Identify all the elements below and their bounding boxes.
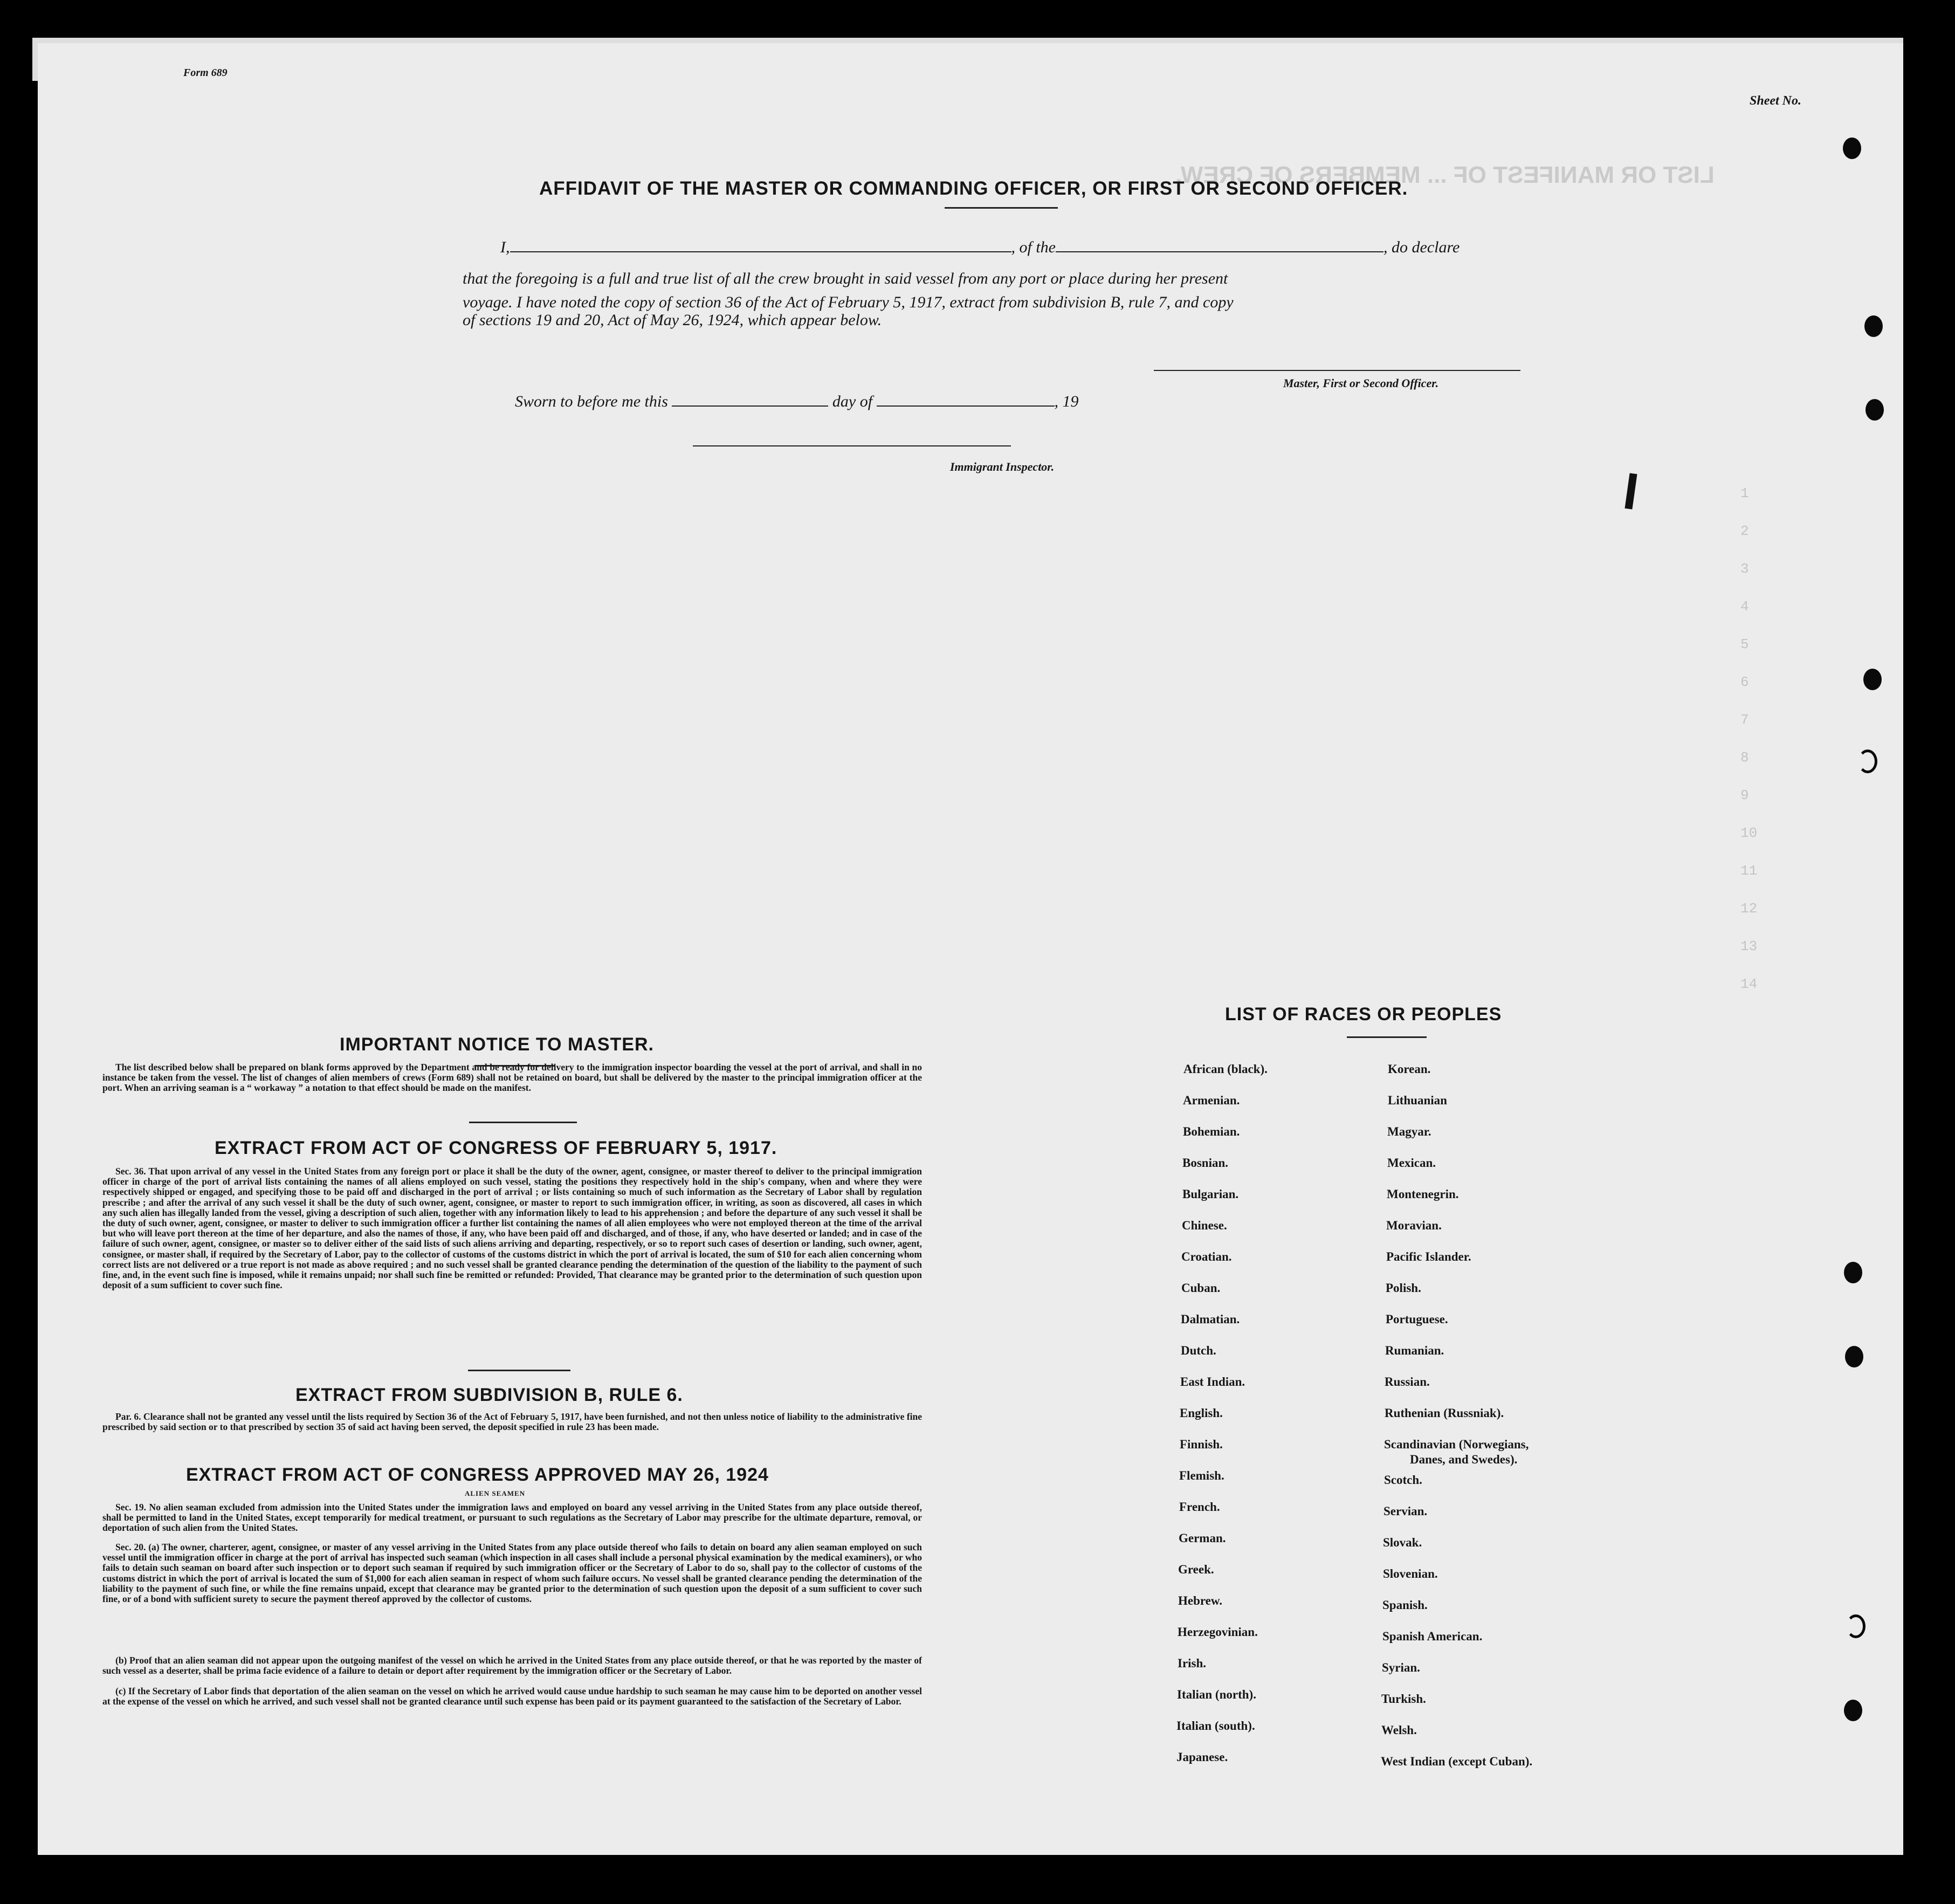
race-item: East Indian.: [1180, 1375, 1245, 1389]
affidavit-text-line-3: voyage. I have noted the copy of section 36 of the Act of February 5, 1917, extract from subdivision B, rule 7, and copy: [463, 293, 1234, 311]
race-item: Lithuanian: [1388, 1094, 1447, 1107]
race-item: Russian.: [1385, 1375, 1430, 1389]
extract-1917-text: Sec. 36. That upon arrival of any vessel in the United States from any foreign port or place it shall be the duty of the owner, agent, consignee, or master thereof to deliver to the principal immigration officer in charge of the port of arrival lists containing the names of all aliens employed on such vessel, stating the positions they respectively hold in the ship's company, when and where they were respectively shipped or engaged, and specifying those to be paid off and discharged in the port of arrival ; or lists containing so much of such information as the Secretary of Labor shall by regulation prescribe ; and after the arrival of any such vessel it shall be the duty of such owner, agent, consignee, or master to report to such immigration officer, in writing, as soon as discovered, all cases in which any such alien has illegally landed from the vessel, giving a description of such alien, together with any information likely to lead to his apprehension ; and before the departure of any such vessel it shall be the duty of such owner, agent, consignee, or master to deliver to such immigration officer a further list containing the names of all alien employees who were not employed thereon at the time of the arrival but who will leave port thereon at the time of her departure, and also the names of those, if any, who have been paid off and discharged, and of those, if any, who have deserted or landed; and in case of the failure of such owner, agent, consignee, or master so to deliver either of the said lists of such aliens arriving and departing, respectively, or so to report such cases of desertion or landing, such owner, agent, consignee, or master shall, if required by the Secretary of Labor, pay to the collector of customs of the customs district in which the port of arrival is located, the sum of $10 for each alien concerning whom correct lists are not delivered or a true report is not made as above required ; and no such vessel shall be granted clearance pending the determination of the question of the liability to the payment of such fine, and, in the event such fine is imposed, while it remains unpaid; nor shall such fine be remitted or refunded: Provided, That clearance may be granted prior to the determination of such question upon deposit of a sum sufficient to cover such fine.: [102, 1166, 922, 1291]
bleed-through-row-number: 14: [1740, 976, 1758, 992]
sworn-day-field[interactable]: [672, 391, 828, 407]
race-item: Portuguese.: [1386, 1312, 1448, 1326]
form-number-label: Form 689: [183, 67, 228, 79]
extract-rule6-text: Par. 6. Clearance shall not be granted any vessel until the lists required by Section 36 of the Act of February 5, 1917, have been furnished, and not then unless notice of liability to the administrative fine prescribed by said section or to that prescribed by section 35 of said act having been served, the deposit specified in rule 23 has been made.: [102, 1411, 922, 1433]
race-item: West Indian (except Cuban).: [1381, 1755, 1533, 1768]
binder-hole: [1846, 1614, 1865, 1638]
bleed-through-row-number: 1: [1740, 485, 1749, 501]
affidavit-of-the: , of the: [1011, 238, 1056, 256]
race-item: Danes, and Swedes).: [1410, 1453, 1518, 1466]
bleed-through-row-number: 11: [1740, 863, 1758, 879]
inspector-signature-field[interactable]: [693, 431, 1011, 446]
race-item: Armenian.: [1183, 1094, 1240, 1107]
master-signature-field[interactable]: [1154, 356, 1520, 371]
race-item: Finnish.: [1180, 1438, 1223, 1451]
bleed-through-row-number: 2: [1740, 523, 1749, 539]
race-item: Dutch.: [1181, 1344, 1216, 1357]
race-item: Croatian.: [1181, 1250, 1232, 1263]
races-title: LIST OF RACES OR PEOPLES: [1225, 1004, 1502, 1025]
race-item: Spanish American.: [1382, 1630, 1483, 1643]
race-item: Turkish.: [1381, 1692, 1426, 1706]
notice-text: The list described below shall be prepared on blank forms approved by the Department and be ready for delivery to the immigration inspector boarding the vessel at the port of arrival, and shall in no instance be taken from the vessel. The list of changes of alien members of crews (Form 689) shall not be retained on board, but shall be delivered by the master to the principal immigration officer at the port. When an arriving seaman is a “ workaway ” a notation to that effect should be made on the manifest.: [102, 1062, 922, 1094]
race-item: Japanese.: [1176, 1750, 1228, 1764]
race-item: Slovak.: [1383, 1536, 1422, 1549]
race-item: Polish.: [1386, 1281, 1421, 1295]
bleed-through-row-number: 3: [1740, 561, 1749, 577]
extract-1924-sec19: Sec. 19. No alien seaman excluded from admission into the United States under the immigration laws and employed on board any vessel arriving in the United States from any place outside thereof, shall be permitted to land in the United States, except temporarily for medical treatment, or pursuant to such regulations as the Secretary of Labor may prescribe for the ultimate departure, removal, or deportation of such alien from the United States.: [102, 1502, 922, 1534]
bleed-through-row-number: 8: [1740, 750, 1749, 766]
bleed-through-row-number: 5: [1740, 636, 1749, 652]
race-item: Mexican.: [1387, 1156, 1436, 1170]
affidavit-declaration-line: [500, 237, 1460, 257]
extract-1924-subtitle: ALIEN SEAMEN: [465, 1489, 526, 1497]
master-signature-label: Master, First or Second Officer.: [1283, 376, 1439, 390]
affidavit-text-line-2: that the foregoing is a full and true list of all the crew brought in said vessel from any port or place during her present: [463, 270, 1228, 287]
affidavit-do-declare: , do declare: [1383, 238, 1460, 256]
binder-hole: [1864, 315, 1883, 337]
race-item: Irish.: [1178, 1656, 1207, 1670]
sworn-month-field[interactable]: [877, 391, 1055, 407]
section-divider: [468, 1370, 570, 1371]
bleed-through-row-number: 12: [1740, 901, 1758, 917]
race-item: Slovenian.: [1383, 1567, 1438, 1580]
sworn-prefix: Sworn to before me this: [515, 393, 668, 410]
master-name-field[interactable]: [510, 237, 1011, 252]
affidavit-i: I,: [500, 238, 510, 256]
inspector-signature-label: Immigrant Inspector.: [950, 460, 1055, 473]
race-item: Montenegrin.: [1387, 1187, 1459, 1201]
sworn-year-prefix: , 19: [1054, 393, 1079, 410]
race-item: Rumanian.: [1385, 1344, 1444, 1357]
race-item: Syrian.: [1382, 1661, 1420, 1674]
race-item: Greek.: [1178, 1563, 1214, 1576]
race-item: Servian.: [1383, 1504, 1428, 1518]
race-item: Pacific Islander.: [1386, 1250, 1471, 1263]
race-item: Ruthenian (Russniak).: [1385, 1406, 1504, 1420]
affidavit-text-line-4: of sections 19 and 20, Act of May 26, 1924, which appear below.: [463, 311, 882, 329]
bleed-through-row-number: 4: [1740, 599, 1749, 615]
extract-rule6-title: EXTRACT FROM SUBDIVISION B, RULE 6.: [295, 1385, 683, 1405]
race-item: Moravian.: [1386, 1219, 1442, 1232]
vessel-name-field[interactable]: [1056, 237, 1383, 252]
sworn-day-of: day of: [832, 393, 873, 410]
bleed-through-row-number: 9: [1740, 787, 1749, 803]
race-item: Chinese.: [1182, 1219, 1227, 1232]
binder-hole: [1843, 138, 1861, 159]
bleed-through-row-number: 7: [1740, 712, 1749, 728]
race-item: Italian (south).: [1176, 1719, 1255, 1733]
race-item: Scotch.: [1384, 1473, 1422, 1487]
binder-hole: [1865, 399, 1884, 421]
bleed-through-row-number: 13: [1740, 938, 1758, 954]
race-item: Bulgarian.: [1182, 1187, 1239, 1201]
binder-hole: [1845, 1346, 1863, 1367]
bleed-through-title: LIST OR MANIFEST OF ... MEMBERS OF CREW.: [1175, 162, 1715, 188]
binder-hole: [1844, 1262, 1862, 1283]
race-item: Hebrew.: [1178, 1594, 1222, 1607]
title-underline: [945, 207, 1058, 209]
extract-1924-sec20b: (b) Proof that an alien seaman did not appear upon the outgoing manifest of the vessel on which he arrived in the United States from any place outside thereof, or that he was reported by the master of such vessel as a deserter, shall be prima facie evidence of a failure to detain or deport after requirement by the immigration officer or the Secretary of Labor.: [102, 1655, 922, 1676]
bleed-through-row-number: 6: [1740, 674, 1749, 690]
race-item: German.: [1179, 1531, 1226, 1545]
binder-hole: [1858, 750, 1877, 773]
extract-1924-sec20c: (c) If the Secretary of Labor finds that deportation of the alien seaman on the vessel on which he arrived would cause undue hardship to such seaman he may cause him to be deported on another vessel at the expense of the vessel on which he arrived, and such vessel shall not be granted clearance until such expense has been paid or its payment guaranteed to the satisfaction of the Secretary of Labor.: [102, 1686, 922, 1707]
bleed-through-row-number: 10: [1740, 825, 1758, 841]
race-item: Scandinavian (Norwegians,: [1384, 1438, 1529, 1451]
race-item: African (black).: [1183, 1062, 1268, 1076]
race-item: Dalmatian.: [1181, 1312, 1240, 1326]
race-item: Magyar.: [1387, 1125, 1431, 1138]
race-item: Spanish.: [1382, 1598, 1428, 1612]
title-underline: [1347, 1036, 1427, 1038]
race-item: Korean.: [1388, 1062, 1431, 1076]
extract-1924-title: EXTRACT FROM ACT OF CONGRESS APPROVED MAY 26, 1924: [186, 1465, 769, 1485]
race-item: Herzegovinian.: [1178, 1625, 1258, 1639]
sworn-line: [515, 391, 1079, 411]
notice-title: IMPORTANT NOTICE TO MASTER.: [340, 1034, 654, 1055]
affidavit-title: AFFIDAVIT OF THE MASTER OR COMMANDING OFFICER, OR FIRST OR SECOND OFFICER.: [539, 178, 1408, 199]
race-item: Welsh.: [1381, 1723, 1417, 1737]
extract-1917-title: EXTRACT FROM ACT OF CONGRESS OF FEBRUARY 5, 1917.: [215, 1138, 777, 1158]
race-item: Italian (north).: [1177, 1688, 1256, 1701]
sheet-number-label: Sheet No.: [1750, 94, 1801, 108]
binder-hole: [1844, 1700, 1862, 1721]
race-item: English.: [1180, 1406, 1223, 1420]
race-item: French.: [1179, 1500, 1220, 1514]
extract-1924-sec20a: Sec. 20. (a) The owner, charterer, agent, consignee, or master of any vessel arriving in the United States from any place outside thereof who fails to detain on board any alien seaman employed on such vessel until the immigration officer in charge at the port of arrival has inspected such seaman (which inspection in all cases shall include a personal physical examination by the medical examiners), or who fails to detain such seaman on board after such inspection or to deport such seaman if required by such immigration officer or the Secretary of Labor to do so, shall pay to the collector of customs of the customs district in which the port of arrival is located the sum of $1,000 for each alien seaman in respect of whom such failure occurs. No vessel shall be granted clearance pending the determination of the liability to the payment of such fine, or while the fine remains unpaid, except that clearance may be granted prior to the determination of such question upon the deposit of a sum sufficient to cover such fine, or of a bond with sufficient surety to secure the payment thereof approved by the collector of customs.: [102, 1542, 922, 1605]
binder-hole: [1863, 669, 1882, 690]
race-item: Flemish.: [1179, 1469, 1224, 1482]
section-divider: [469, 1122, 577, 1123]
race-item: Bohemian.: [1183, 1125, 1240, 1138]
race-item: Cuban.: [1181, 1281, 1221, 1295]
race-item: Bosnian.: [1182, 1156, 1229, 1170]
